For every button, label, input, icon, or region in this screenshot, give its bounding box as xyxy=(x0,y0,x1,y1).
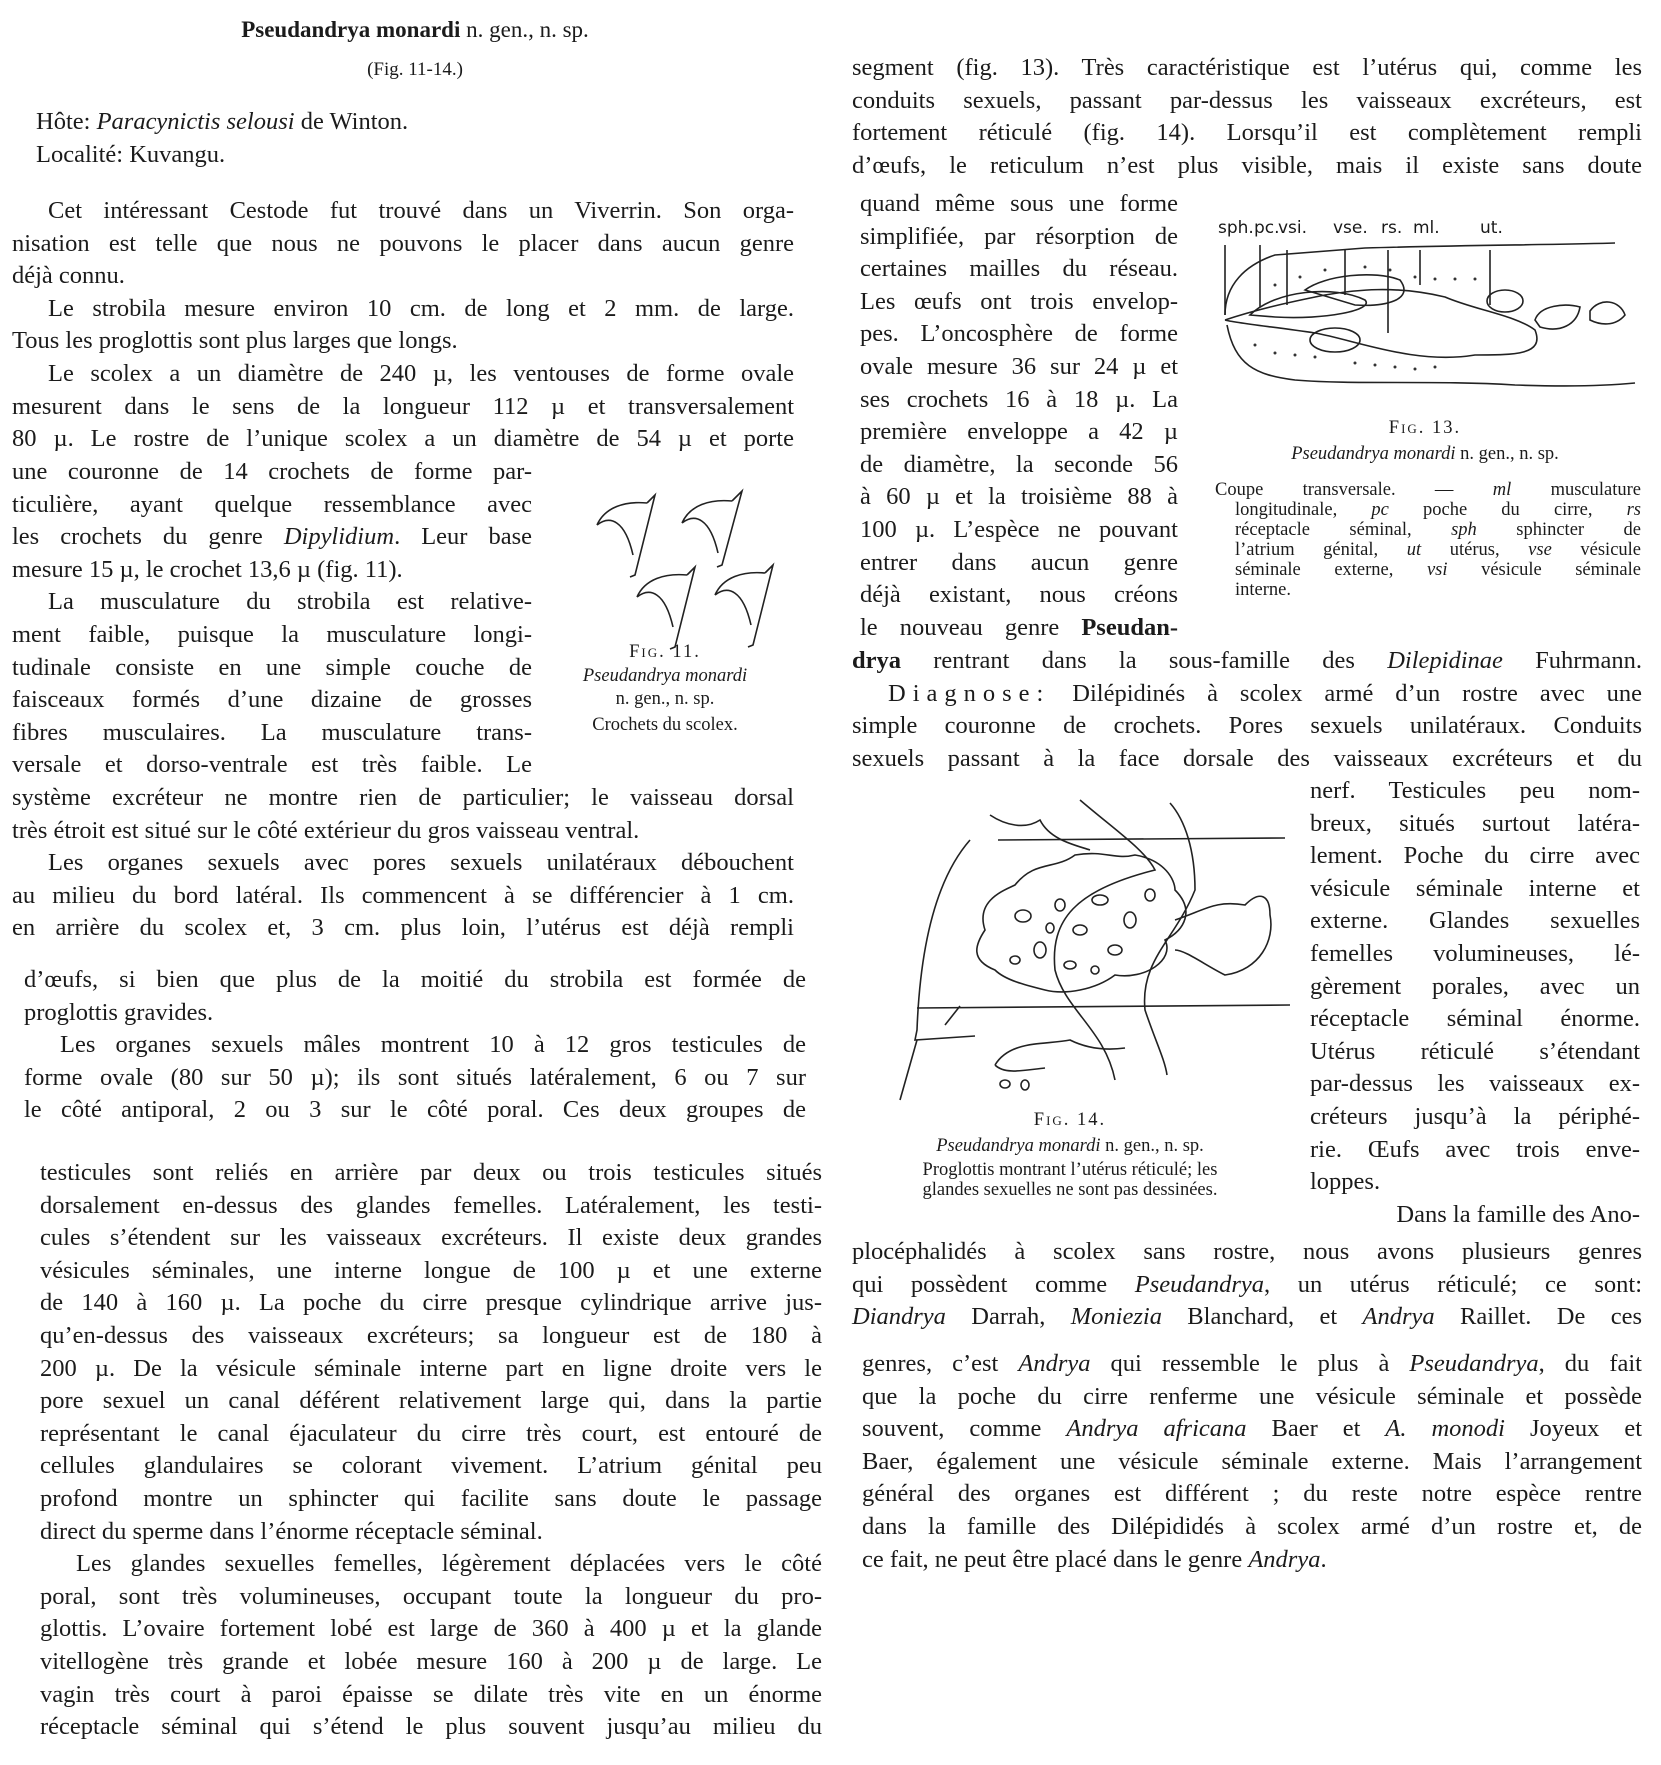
text-line: segment (fig. 13). Très caractéristique est l’utérus qui, comme les xyxy=(852,54,1642,81)
fig11-taxon: n. gen., n. sp. xyxy=(615,689,715,709)
fig14-caption-l2: glandes sexuelles ne sont pas dessinées. xyxy=(922,1180,1218,1200)
text-line: une couronne de 14 crochets de forme par- xyxy=(12,458,532,485)
fig-reference xyxy=(40,54,790,87)
text-line: Diandrya Darrah, Moniezia Blanchard, et Andrya Raillet. De ces xyxy=(852,1303,1642,1331)
fig13-taxon: n. gen., n. sp. xyxy=(1455,444,1559,464)
caption-line: longitudinale, pc poche du cirre, rs xyxy=(1235,500,1641,520)
fig13-species-line xyxy=(1215,444,1635,464)
fig14-proglottis-drawing xyxy=(875,800,1295,1100)
caption-line: séminale externe, vsi vésicule séminale xyxy=(1235,560,1641,580)
label-vse: vse. xyxy=(1333,218,1368,238)
text-line: ment faible, puisque la musculature longi- xyxy=(12,620,532,648)
text-line: Les œufs ont trois envelop- xyxy=(860,287,1178,315)
article-header xyxy=(40,14,790,47)
fig13-cross-section-drawing xyxy=(1215,215,1635,405)
text-line: créteurs jusqu’à la périphé- xyxy=(1310,1102,1640,1130)
text-line: de 140 à 160 µ. La poche du cirre presque cylindrique arrive jus- xyxy=(40,1289,822,1317)
text-line: direct du sperme dans l’énorme réceptacle séminal. xyxy=(40,1517,543,1545)
text-span: . Leur base xyxy=(394,523,532,551)
fig14-caption xyxy=(860,1110,1280,1200)
hook-icon xyxy=(597,495,655,577)
text-line: profond montre un sphincter qui facilite sans doute le passage xyxy=(40,1484,822,1512)
text-line: tudinale consiste en une simple couche de xyxy=(12,653,532,681)
text-line: simple couronne de crochets. Pores sexuels unilatéraux. Conduits xyxy=(852,712,1642,740)
fig-ref-text: (Fig. 11-14.) xyxy=(367,59,463,80)
text-line: simplifiée, par résorption de xyxy=(860,222,1178,250)
right-paragraphs-4 xyxy=(862,1348,1642,1576)
fig13-species: Pseudandrya monardi xyxy=(1291,444,1456,464)
genus-dipylidium: Dipylidium xyxy=(283,523,395,551)
text-line: Les organes sexuels mâles montrent 10 à 12 gros testicules de xyxy=(60,1031,806,1059)
text-line: ovale mesure 36 sur 24 µ et xyxy=(860,352,1178,380)
fig13-description xyxy=(1215,480,1641,600)
text-line: à 60 µ et la troisième 88 à xyxy=(860,483,1178,511)
fig14-taxon: n. gen., n. sp. xyxy=(1100,1136,1204,1156)
fig13-label: Fig. 13. xyxy=(1388,418,1462,438)
text-line: Baer, également une vésicule séminale externe. Mais l’arrangement xyxy=(862,1447,1642,1475)
text-line: externe. Glandes sexuelles xyxy=(1310,907,1640,935)
text-line: entrer dans aucun genre xyxy=(860,548,1178,576)
right-paragraphs-narrow-2 xyxy=(1310,775,1640,1231)
label-vsi: vsi. xyxy=(1278,218,1308,238)
right-paragraphs-2 xyxy=(852,645,1642,775)
text-line: première enveloppe a 42 µ xyxy=(860,418,1178,446)
text-line: Le strobila mesure environ 10 cm. de long et 2 mm. de large. xyxy=(48,294,794,322)
fig11-caption xyxy=(545,642,785,735)
text-line: cellules glandulaires se colorant vivement. L’atrium génital peu xyxy=(40,1452,822,1480)
text-line: certaines mailles du réseau. xyxy=(860,255,1178,283)
text-line: Les glandes sexuelles femelles, légèrement déplacées vers le côté xyxy=(76,1550,822,1578)
fig11-text: Crochets du scolex. xyxy=(592,715,738,735)
left-paragraphs-4 xyxy=(40,1157,822,1744)
title-bold: Pseudandrya monardi xyxy=(241,17,461,42)
locality-line: Localité: Kuvangu. xyxy=(36,140,226,168)
text-line: Le scolex a un diamètre de 240 µ, les ventouses de forme ovale xyxy=(48,359,794,387)
fig11-species: Pseudandrya monardi xyxy=(582,666,748,686)
host-species: Paracynictis selousi xyxy=(96,108,295,135)
text-line: ce fait, ne peut être placé dans le genre Andrya. xyxy=(862,1545,1327,1573)
fig14-caption-l1: Proglottis montrant l’utérus réticulé; les xyxy=(922,1160,1218,1180)
text-line: très étroit est situé sur le côté extérieur du gros vaisseau ventral. xyxy=(12,816,640,844)
text-line: de diamètre, la seconde 56 xyxy=(860,450,1178,478)
caption-line: l’atrium génital, ut utérus, vse vésicule xyxy=(1235,540,1642,560)
text-line: ses crochets 16 à 18 µ. La xyxy=(860,385,1178,413)
text-line: Tous les proglottis sont plus larges que longs. xyxy=(12,327,458,355)
genus-pseudandrya: Pseudan- xyxy=(1081,613,1178,641)
text-line: Utérus réticulé s’étendant xyxy=(1310,1037,1640,1065)
text-line: genres, c’est Andrya qui ressemble le plus à Pseudandrya, du fait xyxy=(862,1350,1642,1377)
label-rs: rs. xyxy=(1381,218,1403,238)
text-line: Cet intéressant Cestode fut trouvé dans un Viverrin. Son orga- xyxy=(48,197,794,224)
text-line: mesure 15 µ, le crochet 13,6 µ (fig. 11). xyxy=(12,555,403,583)
text-line: 100 µ. L’espèce ne pouvant xyxy=(860,515,1178,543)
text-line: femelles volumineuses, lé- xyxy=(1310,939,1640,967)
text-span: les crochets du genre xyxy=(12,523,284,551)
text-line: vésicules séminales, une interne longue de 100 µ et une externe xyxy=(40,1256,822,1284)
text-line: lement. Poche du cirre avec xyxy=(1310,842,1640,870)
text-line: vésicule séminale interne et xyxy=(1310,874,1640,902)
host-line xyxy=(36,106,786,139)
text-line: fibres musculaires. La musculature trans- xyxy=(12,718,532,746)
caption-line: Coupe transversale. — ml musculature xyxy=(1215,480,1641,500)
text-line: cules s’étendent sur les vaisseaux excréteurs. Il existe deux grandes xyxy=(40,1224,822,1252)
text-line: loppes. xyxy=(1310,1168,1381,1196)
text-line: 80 µ. Le rostre de l’unique scolex a un diamètre de 54 µ et porte xyxy=(12,425,794,453)
text-line: dans la famille des Dilépididés à scolex armé d’un rostre et, de xyxy=(862,1512,1642,1540)
host-locality xyxy=(36,106,786,171)
text-line: nerf. Testicules peu nom- xyxy=(1310,777,1640,804)
text-line: déjà connu. xyxy=(12,262,125,290)
text-line: déjà existant, nous créons xyxy=(860,581,1178,609)
fig13-labels xyxy=(1218,218,1638,242)
text-line: proglottis gravides. xyxy=(24,998,214,1026)
text-line: par-dessus les vaisseaux ex- xyxy=(1310,1070,1640,1098)
text-line: réceptacle séminal qui s’étend le plus souvent jusqu’au milieu du xyxy=(40,1713,822,1741)
text-line: La musculature du strobila est relative- xyxy=(48,588,532,616)
text-line: souvent, comme Andrya africana Baer et A. monodi Joyeux et xyxy=(862,1415,1643,1443)
text-line: réceptacle séminal énorme. xyxy=(1310,1005,1640,1033)
caption-line: interne. xyxy=(1235,580,1291,600)
text-span: le nouveau genre xyxy=(860,613,1082,641)
fig14-species-line xyxy=(860,1136,1280,1156)
text-line: rie. Œufs avec trois enve- xyxy=(1310,1135,1640,1163)
text-line: drya rentrant dans la sous-famille des Dilepidinae Fuhrmann. xyxy=(852,647,1642,674)
left-paragraphs-3 xyxy=(24,964,806,1127)
text-line: plocéphalidés à scolex sans rostre, nous avons plusieurs genres xyxy=(852,1238,1642,1265)
fig13-caption xyxy=(1215,418,1635,470)
text-line xyxy=(12,521,532,554)
text-line: testicules sont reliés en arrière par deux ou trois testicules situés xyxy=(40,1159,822,1186)
text-line: nisation est telle que nous ne pouvons le placer dans aucun genre xyxy=(12,229,794,257)
text-line: fortement réticulé (fig. 14). Lorsqu’il est complètement rempli xyxy=(852,119,1642,147)
text-line: général des organes est différent ; du reste notre espèce rentre xyxy=(862,1480,1642,1508)
text-line: quand même sous une forme xyxy=(860,190,1178,217)
text-line: breux, situés surtout latéra- xyxy=(1310,809,1640,837)
text-line: pore sexuel un canal déférent relativement large qui, dans la partie xyxy=(40,1387,822,1415)
text-line: que la poche du cirre renferme une vésicule séminale et possède xyxy=(862,1382,1642,1410)
label-pc: pc. xyxy=(1254,218,1280,238)
fig11-label: Fig. 11. xyxy=(629,642,701,662)
fig14-species: Pseudandrya monardi xyxy=(936,1136,1101,1156)
text-line: représentant le canal éjaculateur du cirre très court, est entouré de xyxy=(40,1419,822,1447)
label-ut: ut. xyxy=(1480,218,1503,238)
species-title xyxy=(40,14,790,47)
text-line: glottis. L’ovaire fortement lobé est large de 360 à 400 µ et la glande xyxy=(40,1615,822,1643)
text-line xyxy=(860,612,1178,645)
text-line: en arrière du scolex et, 3 cm. plus loin, l’utérus est déjà rempli xyxy=(12,914,794,942)
text-line: ticulière, ayant quelque ressemblance avec xyxy=(12,490,532,518)
label-ml: ml. xyxy=(1413,218,1440,238)
text-line: qui possèdent comme Pseudandrya, un utérus réticulé; ce sont: xyxy=(852,1270,1642,1298)
text-line: vitellogène très grande et lobée mesure 160 à 200 µ de large. Le xyxy=(40,1647,822,1675)
text-line: au milieu du bord latéral. Ils commencent à se différencier à 1 cm. xyxy=(12,881,794,909)
left-paragraphs-1 xyxy=(12,195,794,456)
text-line: le côté antiporal, 2 ou 3 sur le côté poral. Ces deux groupes de xyxy=(24,1096,806,1124)
left-paragraphs-narrow xyxy=(12,456,532,782)
text-line: poral, sont très volumineuses, occupant toute la longueur du pro- xyxy=(40,1582,822,1610)
text-line: versale et dorso-ventrale est très faible. Le xyxy=(12,751,532,779)
text-line: 200 µ. De la vésicule séminale interne part en ligne droite vers le xyxy=(40,1354,822,1382)
fig11-hooks-drawing xyxy=(585,485,785,635)
text-line: sexuels passant à la face dorsale des vaisseaux excréteurs et du xyxy=(852,744,1642,772)
text-line: système excréteur ne montre rien de particulier; le vaisseau dorsal xyxy=(12,784,794,811)
text-line: d’œufs, le reticulum n’est plus visible, mais il existe sans doute xyxy=(852,151,1642,179)
title-rest: n. gen., n. sp. xyxy=(460,17,589,42)
host-author: de Winton. xyxy=(294,108,409,135)
text-line: faisceaux formés d’une dizaine de grosses xyxy=(12,686,532,714)
caption-line: réceptacle séminal, sph sphincter de xyxy=(1235,520,1641,540)
text-line: qu’en-dessus des vaisseaux excréteurs; sa longueur est de 180 à xyxy=(40,1321,822,1349)
fig14-label: Fig. 14. xyxy=(1033,1110,1107,1130)
text-line: vagin très court à paroi épaisse se dilate très vite en un énorme xyxy=(40,1680,822,1708)
text-line: Dans la famille des Ano- xyxy=(1396,1200,1640,1228)
right-paragraphs-narrow xyxy=(860,188,1178,644)
text-line: dorsalement en-dessus des glandes femelles. Latéralement, les testi- xyxy=(40,1191,822,1219)
text-line: Diagnose: Dilépidinés à scolex armé d’un rostre avec une xyxy=(888,679,1642,707)
right-paragraphs-3 xyxy=(852,1236,1642,1334)
text-line: mesurent dans le sens de la longueur 112 µ et transversalement xyxy=(12,392,794,420)
left-paragraphs-2 xyxy=(12,782,794,945)
right-paragraphs-1 xyxy=(852,52,1642,182)
host-label: Hôte: xyxy=(36,108,97,135)
text-line: gèrement porales, avec un xyxy=(1310,972,1640,1000)
text-line: Les organes sexuels avec pores sexuels unilatéraux débouchent xyxy=(48,849,794,877)
text-line: pes. L’oncosphère de forme xyxy=(860,320,1178,348)
text-line: conduits sexuels, passant par-dessus les vaisseaux excréteurs, est xyxy=(852,86,1642,114)
text-line: d’œufs, si bien que plus de la moitié du strobila est formée de xyxy=(24,966,806,993)
text-line: forme ovale (80 sur 50 µ); ils sont situés latéralement, 6 ou 7 sur xyxy=(24,1063,806,1091)
diagnose-label: Diagnose: xyxy=(888,679,1051,707)
label-sph: sph. xyxy=(1218,218,1254,238)
